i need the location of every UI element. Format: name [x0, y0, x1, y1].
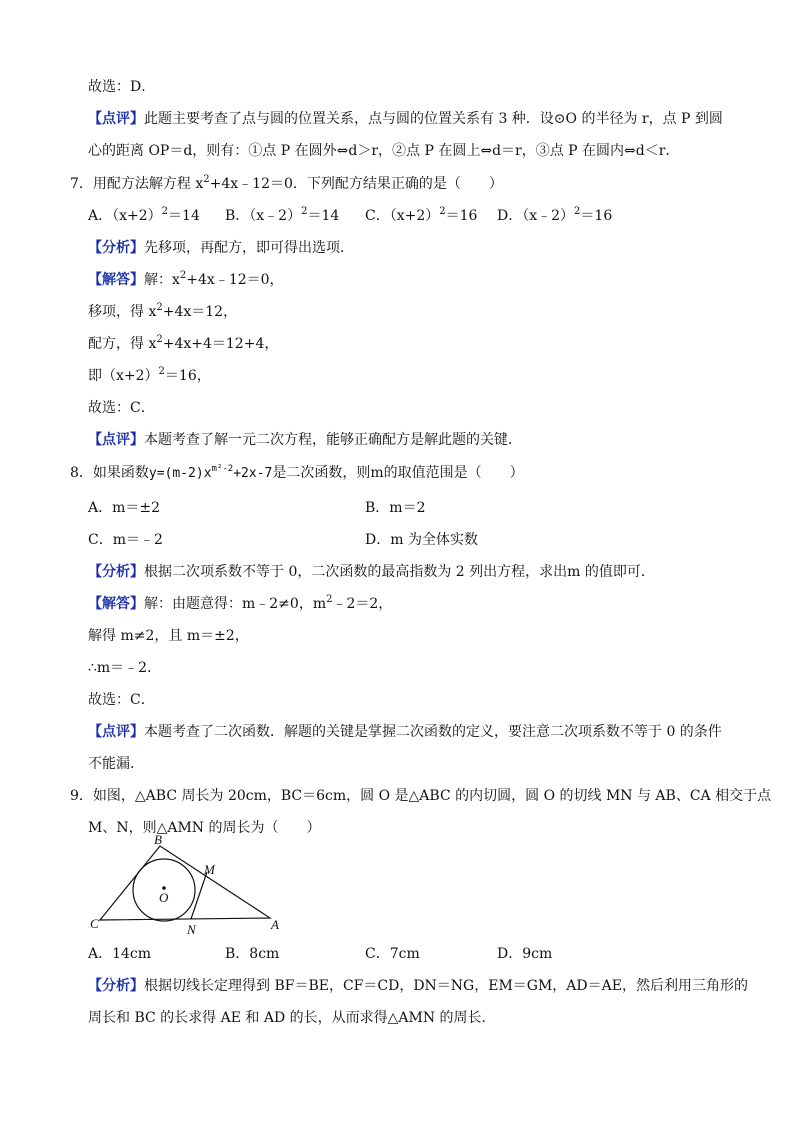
q7-stem-part: 7．用配方法解方程 x [70, 176, 204, 192]
q7-option-a [88, 207, 200, 225]
triangle-abc [100, 846, 270, 920]
q7-optB-b: ＝14 [307, 208, 340, 224]
q8-option-a: A．m＝±2 [88, 500, 161, 516]
q8-answer-4: 故选：C． [88, 692, 155, 708]
q7-optA-b: ＝14 [168, 208, 200, 224]
q8-ans1-a: 解：由题意得：m﹣2≠0，m [144, 596, 327, 612]
comment-text: 此题主要考查了点与圆的位置关系，点与圆的位置关系有 3 种．设⊙O 的半径为 r，点 P 到圆 [144, 111, 723, 127]
q9-option-d: D．9cm [497, 946, 553, 962]
label-c: C [90, 916, 99, 931]
q7-stem [70, 175, 503, 193]
prev-comment-line1 [88, 110, 723, 128]
q8-analysis-text: 根据二次项系数不等于 0，二次函数的最高指数为 2 列出方程，求出m 的值即可． [144, 564, 655, 580]
q8-comment [88, 723, 722, 741]
q8-answer-1 [88, 595, 392, 613]
q8-option-c: C．m＝﹣2 [88, 532, 163, 548]
answer-tag: 【解答】 [88, 272, 144, 288]
q7-stem-sup: 2 [203, 174, 210, 185]
q7-ans3-sup: 2 [156, 334, 163, 345]
q9-analysis-cont: 周长和 BC 的长求得 AE 和 AD 的长，从而求得△AMN 的周长． [88, 1010, 496, 1026]
q8-function-base: y=(m-2)x [148, 466, 212, 481]
q8-stem-a: 8．如果函数 [70, 465, 149, 481]
q7-option-c [365, 207, 477, 225]
q8-answer-2: 解得 m≠2，且 m＝±2， [88, 628, 249, 644]
q9-analysis [88, 977, 748, 995]
q7-ans3-b: +4x+4＝12+4， [162, 336, 279, 352]
q7-optC-sup: 2 [439, 206, 446, 217]
q7-optC-a: C．（x+2） [365, 208, 440, 224]
q7-ans2-a: 移项，得 x [88, 304, 157, 320]
q8-ans1-sup: 2 [326, 594, 333, 605]
q8-function-tail: +2x-7 [233, 466, 273, 481]
q7-stem-part2: +4x﹣12＝0．下列配方结果正确的是（ ） [209, 176, 503, 192]
q8-answer-3: ∴m＝﹣2． [88, 660, 162, 676]
q8-analysis [88, 563, 655, 581]
q9-triangle-figure [88, 832, 308, 944]
q7-ans4-b: ＝16， [164, 368, 211, 384]
label-o: O [159, 890, 169, 905]
q7-optA-a: A．（x+2） [88, 208, 162, 224]
q7-ans1-a: 解：x [144, 272, 180, 288]
q8-function-exponent: m²-2 [211, 464, 234, 474]
comment-tag: 【点评】 [88, 432, 144, 448]
prev-answer: 故选：D． [88, 79, 156, 95]
q8-option-b: B．m＝2 [365, 500, 426, 516]
q9-stem-line1: 9．如图，△ABC 周长为 20cm，BC＝6cm，圆 O 是△ABC 的内切圆，圆 O 的切线 MN 与 AB、CA 相交于点 [70, 788, 772, 804]
q7-optD-sup: 2 [574, 206, 581, 217]
q9-option-c: C．7cm [365, 946, 420, 962]
label-b: B [154, 832, 162, 847]
q7-ans1-sup: 2 [179, 270, 187, 281]
q7-ans4-a: 即（x+2） [88, 368, 159, 384]
q7-optB-a: B．（x﹣2） [225, 208, 302, 224]
q7-optD-a: D．（x﹣2） [497, 208, 575, 224]
label-m: M [204, 862, 215, 877]
q8-ans1-b: ﹣2＝2， [332, 596, 393, 612]
q8-comment-text: 本题考查了二次函数．解题的关键是掌握二次函数的定义，要注意二次项系数不等于 0 的条件 [144, 724, 722, 740]
comment-tag: 【点评】 [88, 724, 144, 740]
q8-stem-b: 是二次函数，则m的取值范围是（ ） [272, 465, 524, 481]
answer-tag: 【解答】 [88, 596, 144, 612]
q9-stem-line2: M、N，则△AMN 的周长为（ ） [88, 820, 321, 836]
q8-comment-cont: 不能漏． [88, 756, 144, 772]
analysis-tag: 【分析】 [88, 564, 144, 580]
analysis-tag: 【分析】 [88, 978, 144, 994]
q7-optB-sup: 2 [301, 206, 308, 217]
q7-answer-5: 故选：C． [88, 400, 155, 416]
label-n: N [187, 922, 196, 937]
q7-answer-4 [88, 367, 211, 385]
analysis-tag: 【分析】 [88, 240, 144, 256]
comment-tag: 【点评】 [88, 111, 144, 127]
q7-comment [88, 431, 522, 449]
q7-optC-b: ＝16 [445, 208, 478, 224]
label-a: A [271, 917, 279, 932]
q9-analysis-text: 根据切线长定理得到 BF＝BE，CF＝CD，DN＝NG，EM＝GM，AD＝AE，然后利用三角形的 [144, 978, 748, 994]
q9-option-b: B．8cm [225, 946, 280, 962]
q7-answer-2 [88, 303, 237, 321]
q7-ans2-sup: 2 [156, 302, 163, 313]
q7-ans1-b: +4x﹣12＝0， [186, 272, 284, 288]
q7-comment-text: 本题考查了解一元二次方程，能够正确配方是解此题的关键． [144, 432, 522, 448]
prev-comment-line2: 心的距离 OP＝d，则有：①点 P 在圆外⇔d＞r，②点 P 在圆上⇔d＝r，③点 P 在圆内⇔d＜r． [88, 143, 680, 159]
q7-optD-b: ＝16 [580, 208, 613, 224]
q7-option-b [225, 207, 339, 225]
q7-answer-1 [88, 271, 284, 289]
q7-ans4-sup: 2 [158, 366, 165, 377]
q9-option-a: A．14cm [88, 946, 152, 962]
q7-ans2-b: +4x＝12， [162, 304, 238, 320]
q7-analysis-text: 先移项，再配方，即可得出选项． [144, 240, 354, 256]
q7-option-d [497, 207, 612, 225]
q7-analysis [88, 239, 354, 257]
q8-option-d: D．m 为全体实数 [365, 532, 478, 548]
q7-answer-3 [88, 335, 278, 353]
q8-stem [70, 464, 524, 483]
q7-optA-sup: 2 [161, 206, 169, 217]
q7-ans3-a: 配方，得 x [88, 336, 157, 352]
